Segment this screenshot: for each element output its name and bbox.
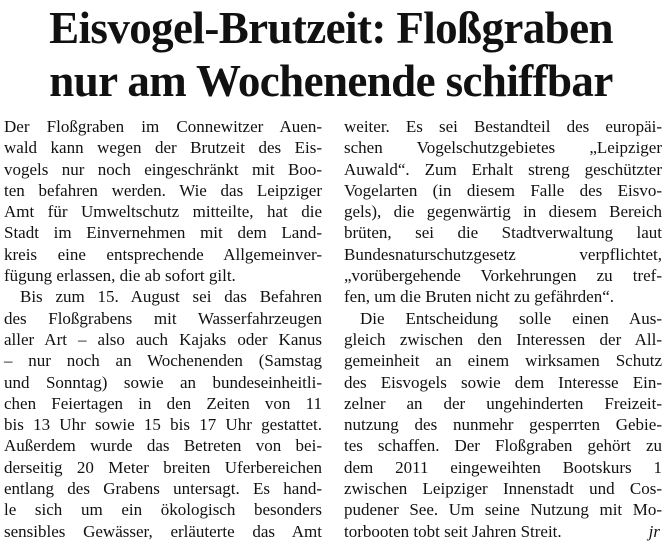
- text-line: [344, 116, 662, 137]
- text-line: [344, 265, 662, 286]
- text-line: [4, 137, 322, 158]
- text-line: [4, 244, 322, 265]
- text-line: [344, 457, 662, 478]
- text-line-content: dem 2011 eingeweihten Bootskurs 1: [344, 457, 662, 477]
- text-line-content: sensibles Gewässer, erläuterte das Amt: [4, 521, 322, 541]
- text-line: [4, 329, 322, 350]
- text-line-content: brüten, sei die Stadtverwaltung laut: [344, 223, 662, 243]
- text-line-content: und Sonntag) sowie an bundeseinheitli-: [4, 372, 322, 392]
- text-line: [4, 286, 322, 307]
- text-line-content: aller Art – also auch Kajaks oder Kanus: [4, 329, 322, 349]
- text-line: [344, 308, 662, 329]
- text-line: [4, 372, 322, 393]
- text-line-content: fen, um die Bruten nicht zu gefährden“.: [344, 287, 615, 307]
- text-line: [4, 350, 322, 371]
- text-line-content: nutzung des nunmehr gesperrten Gebie-: [344, 415, 662, 435]
- text-line: [344, 521, 662, 542]
- text-line-content: wald kann wegen der Brutzeit des Eis-: [4, 138, 322, 158]
- text-line-content: gemeinheit an einem wirksamen Schutz: [344, 351, 662, 371]
- text-line-content: des Eisvogels sowie dem Interesse Ein-: [344, 372, 662, 392]
- text-line: [344, 286, 662, 307]
- text-line: [4, 457, 322, 478]
- text-line-content: Außerdem wurde das Betreten von bei-: [4, 436, 322, 456]
- text-line-content: derseitig 20 Meter breiten Uferbereichen: [4, 457, 322, 477]
- text-line-content: le sich um ein ökologisch besonders: [4, 500, 322, 520]
- text-line-content: chen Feiertagen in den Zeiten von 11: [4, 393, 322, 413]
- text-line: [344, 499, 662, 520]
- text-line: [4, 116, 322, 137]
- text-line: [4, 499, 322, 520]
- text-line-content: kreis eine entsprechende Allgemeinver-: [4, 244, 322, 264]
- text-line-content: weiter. Es sei Bestandteil des europäi-: [344, 117, 662, 136]
- text-line: [344, 222, 662, 243]
- text-line: [4, 521, 322, 542]
- text-line: [4, 180, 322, 201]
- text-line-content: Der Floßgraben im Connewitzer Auen-: [4, 117, 322, 136]
- text-line: [4, 222, 322, 243]
- text-line-content: des Floßgrabens mit Wasserfahrzeugen: [4, 308, 322, 328]
- text-line-content: „vorübergehende Vorkehrungen zu tref-: [344, 266, 662, 286]
- text-line-content: Stadt im Einvernehmen mit dem Land-: [4, 223, 322, 243]
- text-line: [344, 244, 662, 265]
- text-line: [4, 393, 322, 414]
- text-line: [344, 137, 662, 158]
- text-line: [344, 159, 662, 180]
- text-line-content: gels), die gegenwärtig in diesem Bereich: [344, 202, 662, 222]
- text-line-content: fügung erlassen, die ab sofort gilt.: [4, 266, 236, 286]
- text-line: [4, 435, 322, 456]
- text-line-content: pudener See. Um seine Nutzung mit Mo-: [344, 500, 662, 520]
- text-line-content: Vogelarten (in diesem Falle des Eisvo-: [344, 180, 662, 200]
- headline-line-2: nur am Wochenende schiffbar: [49, 56, 613, 106]
- text-line: [4, 308, 322, 329]
- text-line: [344, 329, 662, 350]
- text-line: [4, 201, 322, 222]
- text-line-content: Bundesnaturschutzgesetz verpflichtet,: [344, 244, 662, 264]
- text-line-content: entlang des Grabens untersagt. Es hand-: [4, 479, 322, 499]
- text-line-content: schen Vogelschutzgebietes „Leipziger: [344, 138, 662, 158]
- text-line-content: zwischen Leipziger Innenstadt und Cos-: [344, 479, 662, 499]
- text-line: [344, 435, 662, 456]
- text-line-content: gleich zwischen den Interessen der All-: [344, 329, 662, 349]
- text-line-content: Amt für Umweltschutz mitteilte, hat die: [4, 202, 322, 222]
- text-line: [4, 414, 322, 435]
- text-line: [344, 372, 662, 393]
- text-line: [344, 201, 662, 222]
- headline-line-1: Eisvogel-Brutzeit: Floßgraben: [49, 3, 613, 53]
- text-line-content: zelner an der ungehinderten Freizeit-: [344, 393, 662, 413]
- text-line: [4, 265, 322, 286]
- text-line: [344, 478, 662, 499]
- text-line-content: Die Entscheidung solle einen Aus-: [360, 308, 662, 328]
- text-line: [4, 478, 322, 499]
- text-line: [344, 350, 662, 371]
- headline: [0, 2, 662, 108]
- text-line: [344, 393, 662, 414]
- text-line-content: ten befahren werden. Wie das Leipziger: [4, 180, 322, 200]
- text-line-content: Bis zum 15. August sei das Befahren: [20, 287, 322, 307]
- text-line-content: torbooten tobt seit Jahren Streit.: [344, 521, 562, 541]
- text-line-content: tes schaffen. Der Floßgraben gehört zu: [344, 436, 662, 456]
- text-line: [344, 180, 662, 201]
- text-line-content: vogels nur noch eingeschränkt mit Boo-: [4, 159, 322, 179]
- author-initials: jr: [648, 521, 660, 541]
- article-column-left: [4, 116, 322, 542]
- text-line-content: Auwald“. Zum Erhalt streng geschützter: [344, 159, 662, 179]
- text-line: [344, 414, 662, 435]
- text-line: [4, 159, 322, 180]
- text-line-content: bis 13 Uhr sowie 15 bis 17 Uhr gestattet.: [4, 415, 322, 435]
- text-line-content: – nur noch an Wochenenden (Samstag: [4, 351, 322, 371]
- article-column-right: [344, 116, 662, 542]
